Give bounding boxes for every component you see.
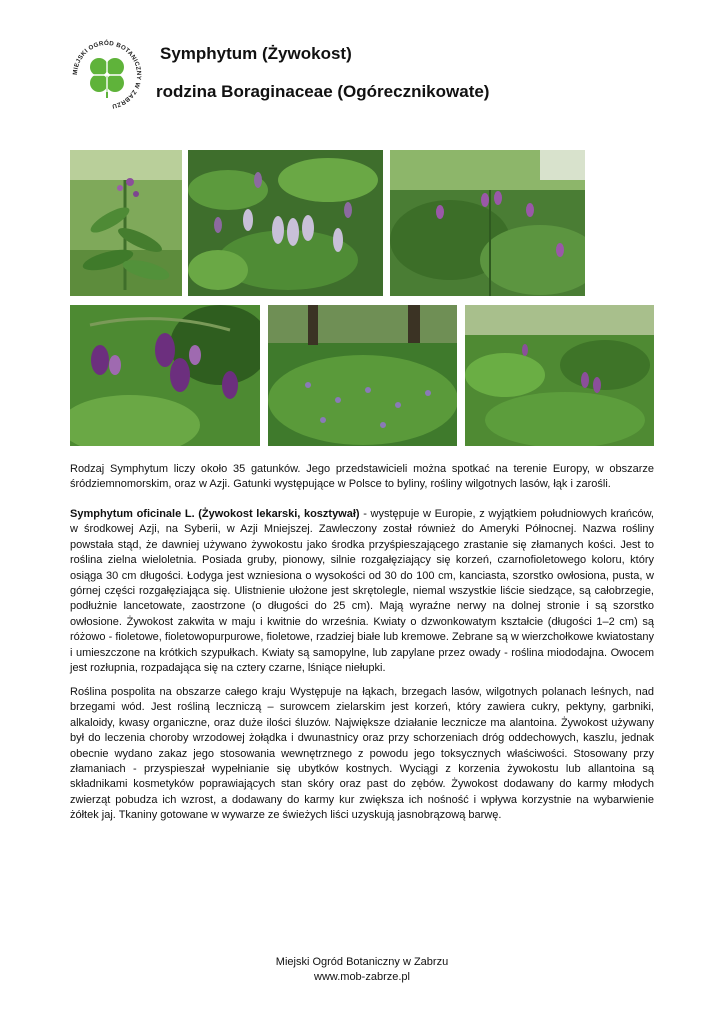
- comfrey-garden-photo: [390, 150, 585, 296]
- footer-org: Miejski Ogród Botaniczny w Zabrzu: [275, 956, 449, 968]
- comfrey-shade-bed-photo: [268, 305, 457, 446]
- page-subtitle: rodzina Boraginaceae (Ogórecznikowate): [156, 82, 490, 101]
- botanical-garden-logo: [70, 38, 144, 112]
- page-title: Symphytum (Żywokost): [160, 44, 352, 63]
- comfrey-purple-bells-photo: [70, 305, 260, 446]
- officinale-paragraph: [70, 507, 654, 676]
- comfrey-flowers-closeup-photo: [188, 150, 383, 296]
- species-name: Symphytum oficinale L. (Żywokost lekarski, kosztywał): [70, 508, 360, 520]
- uses-paragraph: Roślina pospolita na obszarze całego kraju Występuje na łąkach, brzegach lasów, wilgotnych polanach leśnych, nad brzegami wód. Jest rośliną leczniczą – surowcem zielarskim jest korzeń, który zawiera cukry, pektyny, garbniki, alkaloidy, kwasy organiczne, oraz duże ilości śluzów. Największe działanie lecznicze ma alantoina. Żywokost używany był do leczenia choroby wrzodowej żołądka i dwunastnicy oraz przy schorzeniach dróg oddechowych, kaszlu, jednak obecnie wydano zakaz jego stosowania wewnętrznego z powodu jego toksycznych właściwości. Stosowany przy złamaniach - przyspieszał wypełnianie się ubytków kostnych. Wyciągi z korzenia żywokostu lub allantoina są składnikami kosmetyków poprawiających stan skóry oraz past do zębów. Żywokost dodawany do karmy młodych zwierząt pobudza ich wzrost, a dodawany do karmy kur zwiększa ich nośność i wpływa korzystnie na wybarwienie żółtek jaj. Tkaniny gotowane w wywarze ze świeżych liści uzyskują jasnobrązową barwę.: [70, 686, 654, 822]
- intro-paragraph: Rodzaj Symphytum liczy około 35 gatunków. Jego przedstawicieli można spotkać na terenie Europy, w obszarze śródziemnomorskim, oraz w Azji. Gatunki występujące w Polsce to byliny, rośliny wilgotnych lasów, łąk i zarośli.: [70, 463, 654, 491]
- logo-ring-text: MIEJSKI OGRÓD BOTANICZNY W ZABRZU: [71, 39, 143, 110]
- comfrey-field-photo: [70, 150, 182, 296]
- comfrey-leaves-photo: [465, 305, 654, 446]
- footer-url[interactable]: www.mob-zabrze.pl: [314, 971, 410, 983]
- officinale-description: - występuje w Europie, z wyjątkiem południowych krańców, w środkowej Azji, na Syberii, w Azji Mniejszej. Zawleczony został również do Ameryki Północnej. Nazwa rośliny powstała stąd, że dawniej używano żywokostu jako środka przyśpieszającego zrastanie się złamanych kości. Jest to roślina zielna wieloletnia. Posiada gruby, pionowy, silnie rozgałęziający się korzeń, czarnofioletowego koloru, który osiąga 30 cm długości. Łodyga jest wzniesiona o wysokości od 30 do 100 cm, kanciasta, szorstko owłosiona, pusta, w górnej części rozgałęziająca się. Ulistnienie ułożone jest skrętolegle, niemal wszystkie liście siedzące, są całobrzegie, podłużnie lancetowate, zaostrzone (o długości do 25 cm). Mają wyraźne nerwy na dolnej stronie i są szorstko owłosione. Żywokost zakwita w maju i kwitnie do września. Kwiaty o dzwonkowatym kształcie (długości 1–2 cm) są różowo - fioletowe, fioletowopurpurowe, fioletowe, rzadziej białe lub kremowe. Zebrane są w wierzchołkowe kwiatostany i umieszczone na krótkich szypułkach. Kwiaty są samopylne, lub zapylane przez owady - roślina miododajna. Owocem jest rozłupnia, rozpadająca się na cztery czarne, lśniące niełupki.: [70, 508, 654, 675]
